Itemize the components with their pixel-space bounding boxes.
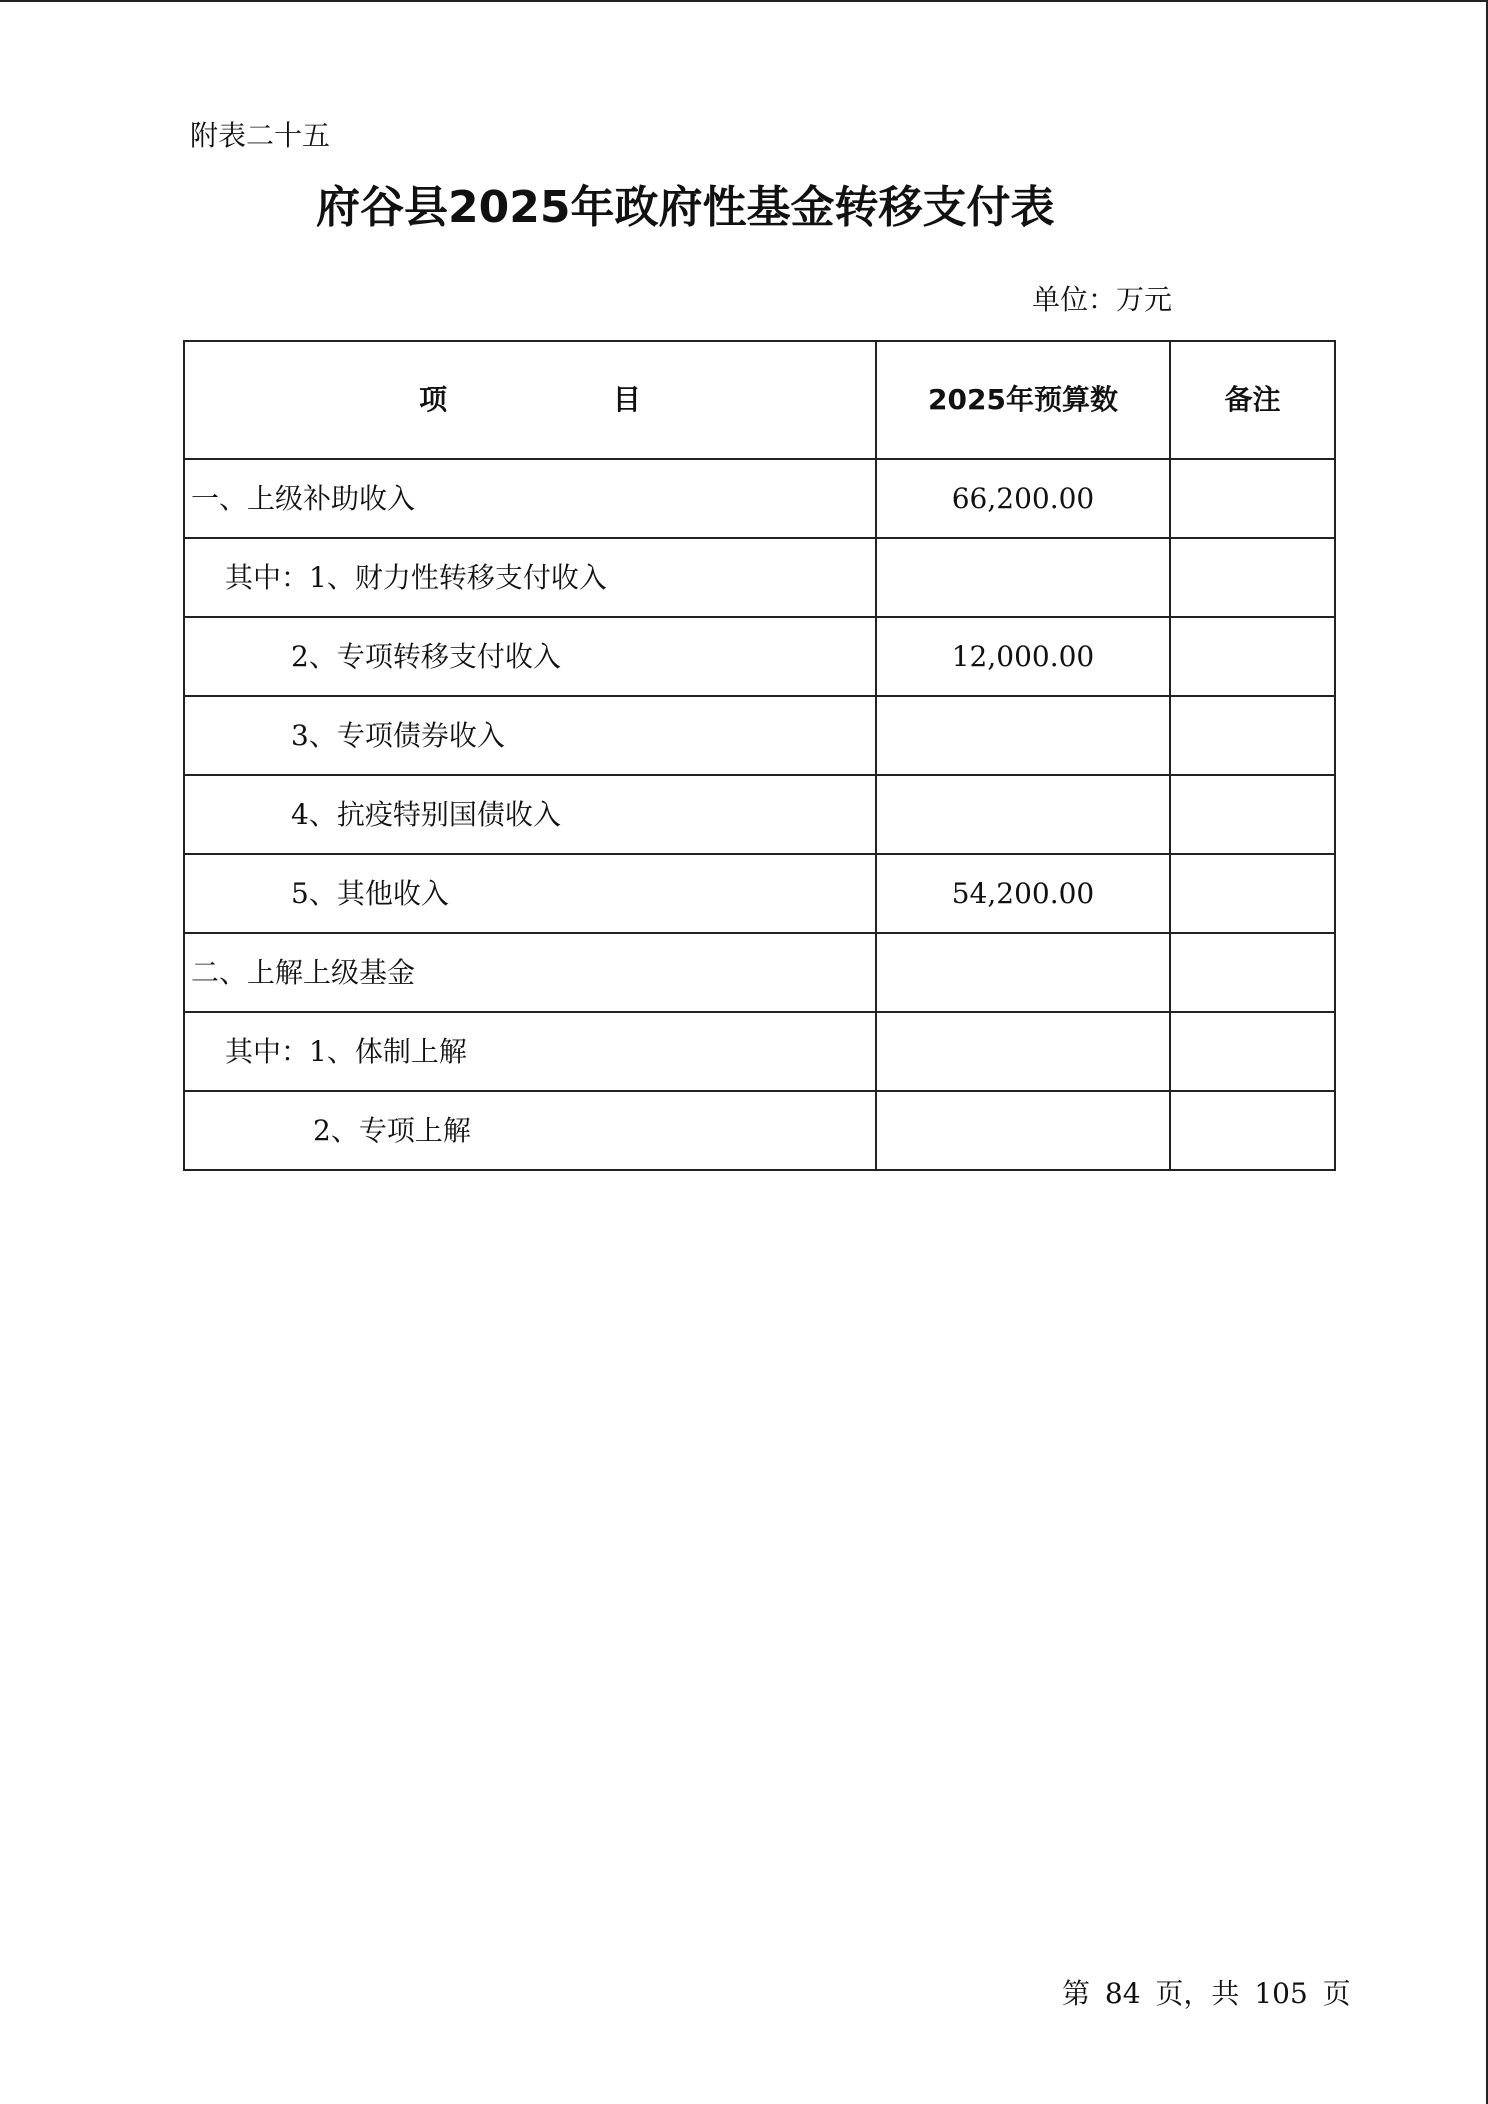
row-item: 2、专项转移支付收入	[184, 617, 876, 696]
header-amount: 2025年预算数	[876, 341, 1170, 459]
row-note	[1170, 538, 1335, 617]
row-note	[1170, 696, 1335, 775]
row-amount	[876, 1091, 1170, 1170]
page-footer: 第 84 页，共 105 页	[1062, 1977, 1351, 2010]
row-amount: 54,200.00	[876, 854, 1170, 933]
row-item: 5、其他收入	[184, 854, 876, 933]
row-note	[1170, 775, 1335, 854]
page-title: 府谷县2025年政府性基金转移支付表	[316, 182, 1055, 233]
row-item: 其中：1、体制上解	[184, 1012, 876, 1091]
table-row	[184, 1012, 1335, 1091]
table-row	[184, 617, 1335, 696]
table-row	[184, 538, 1335, 617]
header-item-label: 项 目	[419, 383, 719, 416]
appendix-label: 附表二十五	[190, 119, 331, 152]
header-item	[184, 341, 876, 459]
row-amount	[876, 696, 1170, 775]
row-amount: 12,000.00	[876, 617, 1170, 696]
row-amount	[876, 1012, 1170, 1091]
table-row	[184, 854, 1335, 933]
header-note: 备注	[1170, 341, 1335, 459]
row-note	[1170, 933, 1335, 1012]
table-row	[184, 459, 1335, 538]
table-row	[184, 933, 1335, 1012]
table-row	[184, 696, 1335, 775]
row-note	[1170, 617, 1335, 696]
row-note	[1170, 854, 1335, 933]
row-amount	[876, 538, 1170, 617]
table-row	[184, 775, 1335, 854]
row-note	[1170, 459, 1335, 538]
row-item: 4、抗疫特别国债收入	[184, 775, 876, 854]
table-header-row	[184, 341, 1335, 459]
row-item: 一、上级补助收入	[184, 459, 876, 538]
row-item: 二、上解上级基金	[184, 933, 876, 1012]
row-amount: 66,200.00	[876, 459, 1170, 538]
unit-label: 单位：万元	[1032, 283, 1173, 316]
row-note	[1170, 1012, 1335, 1091]
row-amount	[876, 933, 1170, 1012]
row-note	[1170, 1091, 1335, 1170]
table-row	[184, 1091, 1335, 1170]
row-amount	[876, 775, 1170, 854]
row-item: 其中：1、财力性转移支付收入	[184, 538, 876, 617]
row-item: 3、专项债券收入	[184, 696, 876, 775]
row-item: 2、专项上解	[184, 1091, 876, 1170]
budget-table	[183, 340, 1336, 1171]
